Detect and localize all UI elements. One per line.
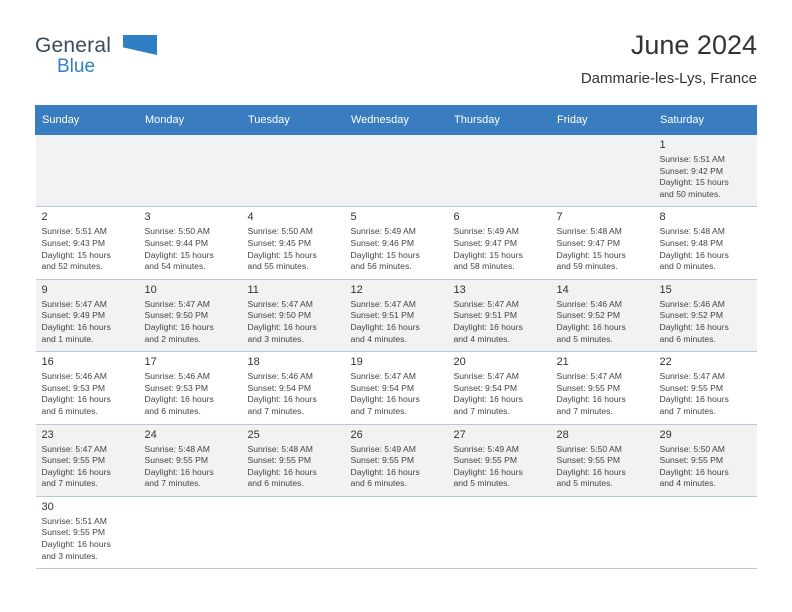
day-number: 19 — [350, 356, 363, 369]
weekday-header-monday: Monday — [139, 106, 242, 135]
day-info-line: Sunset: 9:55 PM — [556, 382, 621, 393]
day-info-line: Sunset: 9:50 PM — [247, 310, 312, 321]
day-sun-info — [660, 154, 752, 200]
day-info-line: Daylight: 15 hours — [247, 249, 317, 260]
day-info-line: and 7 minutes. — [144, 478, 201, 489]
weekday-header-tuesday: Tuesday — [242, 106, 345, 135]
day-info-line: and 55 minutes. — [247, 261, 309, 272]
day-info-line: Daylight: 15 hours — [453, 249, 523, 260]
day-info-line: and 6 minutes. — [247, 478, 304, 489]
logo-text-blue: Blue — [57, 56, 96, 77]
day-info-line: Sunrise: 5:46 AM — [144, 371, 210, 382]
day-info-line: Daylight: 16 hours — [41, 466, 111, 477]
day-sun-info — [248, 226, 340, 272]
calendar-empty-cell — [36, 135, 139, 207]
day-info-line: Daylight: 16 hours — [247, 466, 317, 477]
day-info-line: Daylight: 15 hours — [144, 249, 214, 260]
calendar-day-cell[interactable] — [242, 279, 345, 351]
day-sun-info — [145, 299, 237, 345]
day-sun-info — [248, 299, 340, 345]
calendar-empty-cell — [139, 496, 242, 568]
day-info-line: Sunset: 9:55 PM — [247, 455, 312, 466]
day-info-line: Sunset: 9:46 PM — [350, 237, 415, 248]
calendar-empty-cell — [448, 135, 551, 207]
day-info-line: and 0 minutes. — [659, 261, 716, 272]
day-sun-info — [145, 226, 237, 272]
day-number: 23 — [41, 428, 54, 441]
day-info-line: and 58 minutes. — [453, 261, 515, 272]
day-info-line: and 5 minutes. — [453, 478, 510, 489]
weekday-header-row — [36, 106, 757, 135]
day-info-line: Sunrise: 5:49 AM — [453, 226, 519, 237]
day-info-line: Daylight: 16 hours — [556, 321, 626, 332]
weekday-header-friday: Friday — [551, 106, 654, 135]
day-number: 25 — [247, 428, 260, 441]
day-info-line: and 54 minutes. — [144, 261, 206, 272]
day-info-line: and 7 minutes. — [41, 478, 98, 489]
calendar-week-row — [36, 279, 757, 351]
calendar-day-cell[interactable] — [242, 207, 345, 279]
day-info-line: Sunrise: 5:47 AM — [41, 443, 107, 454]
day-info-line: Sunset: 9:55 PM — [453, 455, 518, 466]
calendar-week-row — [36, 352, 757, 424]
day-sun-info — [660, 444, 752, 490]
day-number: 26 — [350, 428, 363, 441]
day-sun-info — [557, 299, 649, 345]
calendar-day-cell[interactable] — [139, 279, 242, 351]
day-info-line: Sunset: 9:45 PM — [247, 237, 312, 248]
day-info-line: Sunrise: 5:51 AM — [41, 515, 107, 526]
day-info-line: Sunrise: 5:47 AM — [453, 371, 519, 382]
calendar-day-cell[interactable] — [36, 496, 139, 568]
day-info-line: and 4 minutes. — [350, 333, 407, 344]
day-number: 7 — [556, 211, 563, 224]
day-info-line: Daylight: 15 hours — [41, 249, 111, 260]
calendar-day-cell[interactable] — [448, 424, 551, 496]
day-info-line: Daylight: 16 hours — [350, 321, 420, 332]
calendar-empty-cell — [448, 496, 551, 568]
day-info-line: Sunrise: 5:49 AM — [350, 226, 416, 237]
day-info-line: Sunset: 9:52 PM — [659, 310, 724, 321]
day-info-line: Sunrise: 5:49 AM — [350, 443, 416, 454]
day-info-line: and 56 minutes. — [350, 261, 412, 272]
day-sun-info — [248, 444, 340, 490]
day-number: 28 — [556, 428, 569, 441]
day-info-line: Sunrise: 5:51 AM — [41, 226, 107, 237]
day-sun-info — [351, 299, 443, 345]
day-info-line: and 6 minutes. — [350, 478, 407, 489]
day-info-line: Sunrise: 5:47 AM — [350, 371, 416, 382]
calendar-empty-cell — [654, 496, 757, 568]
weekday-header-sunday: Sunday — [36, 106, 139, 135]
day-info-line: Sunset: 9:53 PM — [41, 382, 106, 393]
day-number: 17 — [144, 356, 157, 369]
day-info-line: Sunset: 9:52 PM — [556, 310, 621, 321]
day-number: 29 — [659, 428, 672, 441]
calendar-week-row — [36, 207, 757, 279]
title-block — [581, 28, 757, 90]
calendar-day-cell[interactable] — [345, 279, 448, 351]
calendar-day-cell[interactable] — [345, 352, 448, 424]
calendar-day-cell[interactable] — [36, 352, 139, 424]
calendar-empty-cell — [551, 496, 654, 568]
day-info-line: Daylight: 16 hours — [41, 394, 111, 405]
day-info-line: Sunrise: 5:50 AM — [247, 226, 313, 237]
logo-text-general: General — [35, 34, 112, 57]
day-info-line: Sunrise: 5:48 AM — [556, 226, 622, 237]
day-info-line: and 7 minutes. — [659, 405, 716, 416]
day-number: 12 — [350, 283, 363, 296]
day-info-line: Sunset: 9:51 PM — [350, 310, 415, 321]
day-info-line: Daylight: 16 hours — [556, 466, 626, 477]
day-info-line: and 6 minutes. — [144, 405, 201, 416]
day-info-line: Daylight: 15 hours — [556, 249, 626, 260]
calendar-day-cell[interactable] — [551, 207, 654, 279]
day-info-line: Sunrise: 5:47 AM — [350, 298, 416, 309]
day-info-line: Sunset: 9:44 PM — [144, 237, 209, 248]
day-sun-info — [557, 371, 649, 417]
calendar-day-cell[interactable] — [654, 352, 757, 424]
day-info-line: and 5 minutes. — [556, 478, 613, 489]
day-info-line: Daylight: 16 hours — [247, 394, 317, 405]
day-sun-info — [42, 371, 134, 417]
day-sun-info — [454, 371, 546, 417]
day-info-line: Daylight: 16 hours — [247, 321, 317, 332]
calendar-day-cell[interactable] — [345, 424, 448, 496]
calendar-day-cell[interactable] — [551, 279, 654, 351]
day-info-line: and 6 minutes. — [41, 405, 98, 416]
day-info-line: and 59 minutes. — [556, 261, 618, 272]
day-info-line: Sunset: 9:55 PM — [350, 455, 415, 466]
day-info-line: and 7 minutes. — [453, 405, 510, 416]
day-info-line: Sunset: 9:55 PM — [144, 455, 209, 466]
weekday-header-thursday: Thursday — [448, 106, 551, 135]
day-info-line: Sunrise: 5:47 AM — [41, 298, 107, 309]
day-info-line: Daylight: 16 hours — [144, 394, 214, 405]
general-blue-logo — [35, 34, 235, 90]
day-info-line: and 4 minutes. — [659, 478, 716, 489]
day-sun-info — [145, 444, 237, 490]
day-info-line: Sunset: 9:48 PM — [659, 237, 724, 248]
day-number: 6 — [453, 211, 460, 224]
calendar-day-cell[interactable] — [654, 135, 757, 207]
calendar-day-cell[interactable] — [448, 279, 551, 351]
day-number: 13 — [453, 283, 466, 296]
day-sun-info — [454, 444, 546, 490]
calendar-empty-cell — [345, 135, 448, 207]
day-number: 18 — [247, 356, 260, 369]
day-sun-info — [454, 299, 546, 345]
calendar-day-cell[interactable] — [448, 352, 551, 424]
day-info-line: Sunset: 9:55 PM — [41, 527, 106, 538]
day-info-line: Sunrise: 5:50 AM — [144, 226, 210, 237]
day-number: 30 — [41, 500, 54, 513]
day-number: 3 — [144, 211, 151, 224]
day-sun-info — [454, 226, 546, 272]
day-sun-info — [660, 226, 752, 272]
day-info-line: Sunset: 9:43 PM — [41, 237, 106, 248]
calendar-empty-cell — [242, 135, 345, 207]
day-info-line: Daylight: 16 hours — [144, 321, 214, 332]
day-info-line: Sunset: 9:54 PM — [247, 382, 312, 393]
day-info-line: Daylight: 16 hours — [659, 249, 729, 260]
day-info-line: Sunset: 9:42 PM — [659, 165, 724, 176]
day-number: 4 — [247, 211, 254, 224]
calendar-day-cell[interactable] — [551, 352, 654, 424]
day-info-line: and 7 minutes. — [556, 405, 613, 416]
calendar-empty-cell — [139, 135, 242, 207]
calendar-day-cell[interactable] — [654, 424, 757, 496]
day-info-line: Daylight: 16 hours — [659, 394, 729, 405]
day-info-line: Sunrise: 5:51 AM — [659, 154, 725, 164]
day-info-line: Sunset: 9:51 PM — [453, 310, 518, 321]
calendar-day-cell[interactable] — [345, 207, 448, 279]
day-info-line: Sunrise: 5:47 AM — [659, 371, 725, 382]
calendar-day-cell[interactable] — [36, 279, 139, 351]
day-number: 2 — [41, 211, 48, 224]
day-info-line: Daylight: 16 hours — [659, 321, 729, 332]
calendar-week-row — [36, 135, 757, 207]
day-info-line: Sunrise: 5:48 AM — [144, 443, 210, 454]
weekday-header-saturday: Saturday — [654, 106, 757, 135]
day-number: 5 — [350, 211, 357, 224]
day-info-line: Daylight: 16 hours — [350, 394, 420, 405]
day-info-line: and 7 minutes. — [350, 405, 407, 416]
calendar-week-row — [36, 424, 757, 496]
day-sun-info — [42, 226, 134, 272]
day-info-line: Sunrise: 5:48 AM — [659, 226, 725, 237]
day-sun-info — [351, 371, 443, 417]
calendar-empty-cell — [551, 135, 654, 207]
day-number: 1 — [659, 139, 666, 151]
day-info-line: and 2 minutes. — [144, 333, 201, 344]
calendar-empty-cell — [345, 496, 448, 568]
day-info-line: Sunrise: 5:48 AM — [247, 443, 313, 454]
day-info-line: Sunset: 9:55 PM — [556, 455, 621, 466]
day-info-line: and 7 minutes. — [247, 405, 304, 416]
day-number: 9 — [41, 283, 48, 296]
sunrise-sunset-calendar — [35, 105, 757, 569]
day-number: 20 — [453, 356, 466, 369]
day-info-line: Daylight: 15 hours — [659, 177, 729, 188]
calendar-day-cell[interactable] — [139, 207, 242, 279]
day-info-line: Sunset: 9:53 PM — [144, 382, 209, 393]
day-sun-info — [248, 371, 340, 417]
page-title: June 2024 — [630, 30, 757, 60]
calendar-day-cell[interactable] — [139, 352, 242, 424]
day-info-line: Sunrise: 5:46 AM — [659, 298, 725, 309]
day-info-line: and 6 minutes. — [659, 333, 716, 344]
calendar-empty-cell — [242, 496, 345, 568]
day-number: 16 — [41, 356, 54, 369]
day-info-line: Sunrise: 5:50 AM — [659, 443, 725, 454]
day-number: 21 — [556, 356, 569, 369]
day-info-line: Daylight: 16 hours — [41, 539, 111, 550]
calendar-day-cell[interactable] — [242, 352, 345, 424]
day-info-line: Sunrise: 5:46 AM — [556, 298, 622, 309]
day-info-line: and 4 minutes. — [453, 333, 510, 344]
day-sun-info — [557, 226, 649, 272]
day-number: 8 — [659, 211, 666, 224]
day-info-line: Daylight: 16 hours — [41, 321, 111, 332]
day-info-line: Sunset: 9:47 PM — [453, 237, 518, 248]
day-info-line: Sunrise: 5:50 AM — [556, 443, 622, 454]
calendar-day-cell[interactable] — [448, 207, 551, 279]
calendar-day-cell[interactable] — [242, 424, 345, 496]
day-sun-info — [660, 299, 752, 345]
day-info-line: Sunset: 9:47 PM — [556, 237, 621, 248]
day-info-line: Daylight: 16 hours — [453, 321, 523, 332]
day-number: 11 — [247, 283, 259, 296]
location-subtitle: Dammarie-les-Lys, France — [580, 70, 757, 87]
day-info-line: and 3 minutes. — [41, 550, 98, 561]
day-info-line: Sunset: 9:55 PM — [41, 455, 106, 466]
day-info-line: Sunrise: 5:46 AM — [41, 371, 107, 382]
day-info-line: Daylight: 16 hours — [453, 466, 523, 477]
day-sun-info — [351, 226, 443, 272]
day-info-line: Sunset: 9:55 PM — [659, 455, 724, 466]
day-sun-info — [557, 444, 649, 490]
day-info-line: and 52 minutes. — [41, 261, 103, 272]
day-info-line: Sunset: 9:49 PM — [41, 310, 106, 321]
page-header — [35, 28, 757, 100]
weekday-header-wednesday: Wednesday — [345, 106, 448, 135]
day-info-line: Daylight: 15 hours — [350, 249, 420, 260]
day-info-line: Sunrise: 5:47 AM — [453, 298, 519, 309]
day-info-line: and 50 minutes. — [659, 188, 721, 199]
day-number: 24 — [144, 428, 157, 441]
calendar-day-cell[interactable] — [36, 207, 139, 279]
calendar-day-cell[interactable] — [139, 424, 242, 496]
day-sun-info — [42, 516, 134, 562]
day-sun-info — [660, 371, 752, 417]
day-number: 14 — [556, 283, 569, 296]
day-info-line: Sunset: 9:54 PM — [453, 382, 518, 393]
day-info-line: and 5 minutes. — [556, 333, 613, 344]
day-number: 10 — [144, 283, 157, 296]
flag-icon — [123, 35, 157, 55]
day-info-line: Sunrise: 5:47 AM — [144, 298, 210, 309]
calendar-body — [36, 135, 757, 569]
day-info-line: Sunrise: 5:49 AM — [453, 443, 519, 454]
day-info-line: Sunrise: 5:47 AM — [247, 298, 313, 309]
day-info-line: and 1 minute. — [41, 333, 94, 344]
calendar-day-cell[interactable] — [654, 207, 757, 279]
day-sun-info — [351, 444, 443, 490]
day-info-line: and 3 minutes. — [247, 333, 304, 344]
day-number: 15 — [659, 283, 672, 296]
calendar-day-cell[interactable] — [654, 279, 757, 351]
day-number: 22 — [659, 356, 672, 369]
calendar-day-cell[interactable] — [36, 424, 139, 496]
day-info-line: Daylight: 16 hours — [556, 394, 626, 405]
calendar-day-cell[interactable] — [551, 424, 654, 496]
day-info-line: Sunset: 9:55 PM — [659, 382, 724, 393]
day-sun-info — [42, 299, 134, 345]
day-info-line: Sunset: 9:54 PM — [350, 382, 415, 393]
day-info-line: Daylight: 16 hours — [144, 466, 214, 477]
day-info-line: Sunrise: 5:47 AM — [556, 371, 622, 382]
day-info-line: Daylight: 16 hours — [659, 466, 729, 477]
day-info-line: Sunrise: 5:46 AM — [247, 371, 313, 382]
calendar-week-row — [36, 496, 757, 568]
day-info-line: Daylight: 16 hours — [350, 466, 420, 477]
day-info-line: Daylight: 16 hours — [453, 394, 523, 405]
day-sun-info — [42, 444, 134, 490]
day-info-line: Sunset: 9:50 PM — [144, 310, 209, 321]
day-number: 27 — [453, 428, 466, 441]
day-sun-info — [145, 371, 237, 417]
